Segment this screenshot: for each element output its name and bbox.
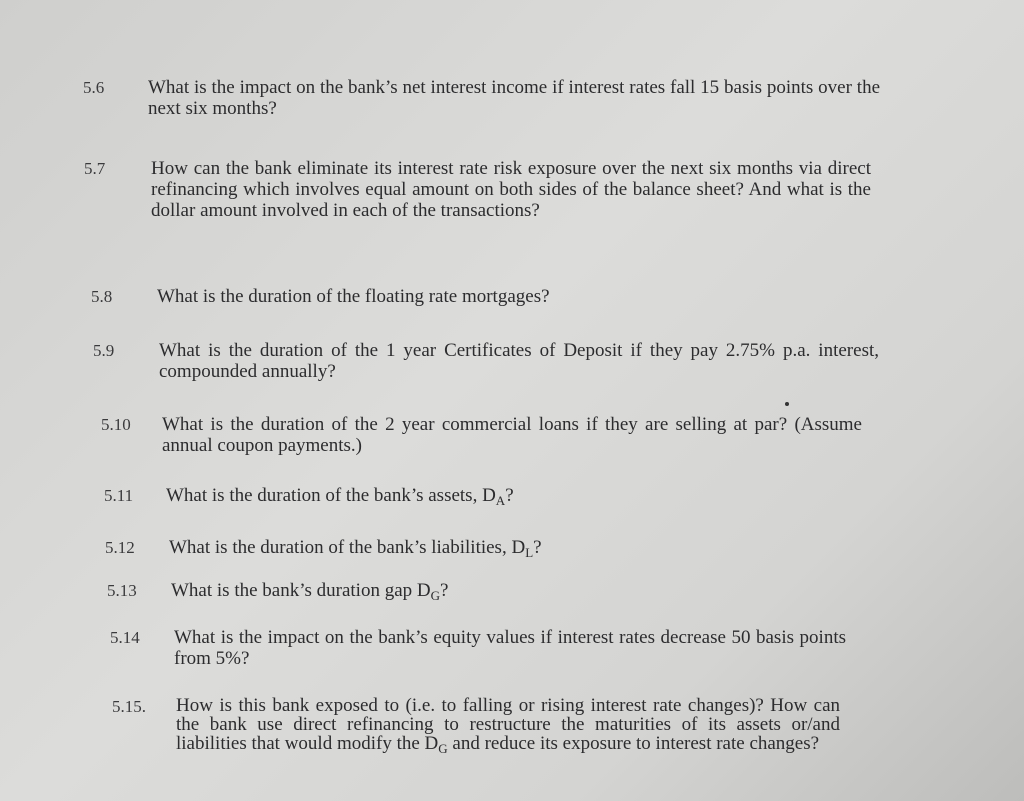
question-number: 5.15. bbox=[112, 697, 146, 716]
question-5-10 bbox=[101, 414, 862, 456]
question-text: How can the bank eliminate its interest rate risk exposure over the next six months via direct refinancing which involves equal amount on both sides of the balance sheet? And what is the dollar amount involved in each of the transactions? bbox=[151, 158, 871, 221]
question-5-11 bbox=[104, 485, 766, 507]
question-text bbox=[171, 580, 771, 602]
question-text-main: How is this bank exposed to (i.e. to falling or rising interest rate changes)? How can the bank use direct refinancing to restructure the maturities of its assets or/and liabilities that would modify the D bbox=[176, 695, 840, 754]
question-number: 5.13 bbox=[107, 581, 137, 600]
question-text-end: ? bbox=[505, 485, 514, 506]
subscript: G bbox=[430, 588, 440, 603]
question-text-end: ? bbox=[440, 580, 449, 601]
question-text: What is the impact on the bank’s equity values if interest rates decrease 50 basis points from 5%? bbox=[174, 627, 846, 669]
question-text bbox=[176, 696, 840, 754]
subscript: A bbox=[495, 493, 506, 508]
question-text: What is the impact on the bank’s net interest income if interest rates fall 15 basis points over the next six months? bbox=[148, 77, 880, 119]
question-text-main: What is the duration of the bank’s assets, D bbox=[166, 485, 496, 506]
question-number: 5.9 bbox=[93, 341, 115, 360]
subscript: G bbox=[438, 741, 448, 756]
question-5-8 bbox=[91, 286, 857, 308]
question-text: What is the duration of the floating rate mortgages? bbox=[157, 286, 550, 307]
question-5-13 bbox=[107, 580, 771, 602]
question-text-main: What is the duration of the bank’s liabilities, D bbox=[169, 537, 526, 558]
question-5-14 bbox=[110, 627, 846, 669]
question-text-end: and reduce its exposure to interest rate changes? bbox=[447, 733, 820, 754]
question-5-7 bbox=[84, 158, 871, 221]
subscript: L bbox=[525, 545, 534, 560]
question-number: 5.11 bbox=[104, 486, 134, 505]
question-text bbox=[169, 537, 769, 559]
stray-mark bbox=[785, 402, 789, 406]
question-number: 5.6 bbox=[83, 78, 105, 97]
question-text: What is the duration of the 1 year Certificates of Deposit if they pay 2.75% p.a. interest, compounded annually? bbox=[159, 340, 879, 382]
question-text-main: What is the bank’s duration gap D bbox=[171, 580, 431, 601]
question-number: 5.14 bbox=[110, 628, 140, 647]
question-number: 5.12 bbox=[105, 538, 135, 557]
question-text bbox=[166, 485, 766, 507]
question-5-9 bbox=[93, 340, 879, 382]
question-5-15 bbox=[112, 696, 840, 754]
question-number: 5.10 bbox=[101, 415, 131, 434]
question-5-12 bbox=[105, 537, 769, 559]
question-number: 5.7 bbox=[84, 159, 106, 178]
question-text: What is the duration of the 2 year commercial loans if they are selling at par? (Assume annual coupon payments.) bbox=[162, 414, 862, 456]
question-number: 5.8 bbox=[91, 287, 113, 306]
question-text-end: ? bbox=[533, 537, 542, 558]
question-5-6 bbox=[83, 77, 880, 119]
